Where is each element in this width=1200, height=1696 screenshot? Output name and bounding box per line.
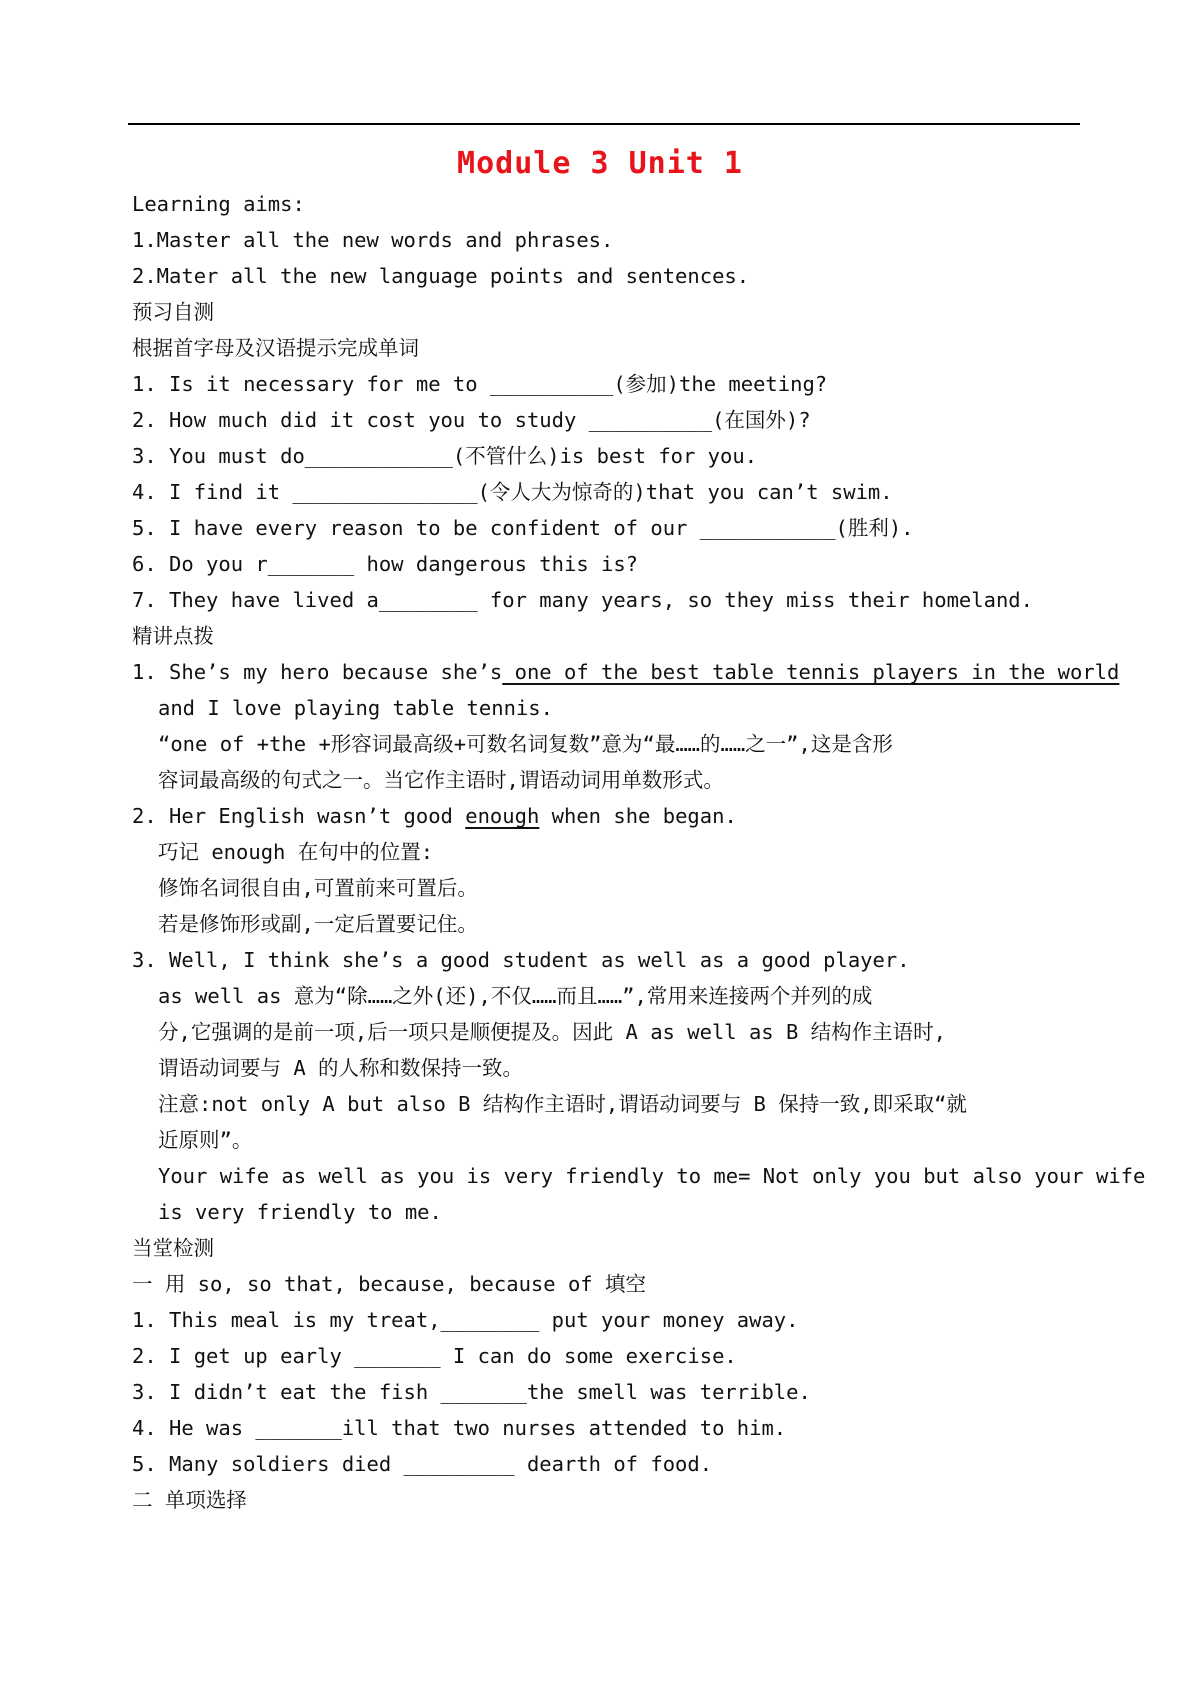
check-item: 3. I didn’t eat the fish _______the smell was terrible.	[132, 1380, 811, 1404]
preview-heading: 预习自测	[132, 300, 214, 324]
preview-instruction: 根据首字母及汉语提示完成单词	[132, 336, 419, 360]
point-1-underlined: one of the best table tennis players in the world	[502, 660, 1120, 684]
preview-item: 5. I have every reason to be confident of our ___________(胜利).	[132, 516, 914, 540]
point-3-note: 分,它强调的是前一项,后一项只是顺便提及。因此 A as well as B 结构作主语时,	[158, 1020, 946, 1044]
preview-item: 6. Do you r_______ how dangerous this is?	[132, 552, 639, 576]
aim-item: 1.Master all the new words and phrases.	[132, 228, 614, 252]
check-item: 5. Many soldiers died _________ dearth of food.	[132, 1452, 713, 1476]
aim-item: 2.Mater all the new language points and sentences.	[132, 264, 750, 288]
preview-item: 1. Is it necessary for me to __________(参加)the meeting?	[132, 372, 828, 396]
point-1-text: 1. She’s my hero because she’s	[132, 660, 503, 684]
point-2-note: 若是修饰形或副,一定后置要记住。	[158, 912, 478, 936]
point-3-example: is very friendly to me.	[158, 1200, 442, 1224]
check-section-2: 二 单项选择	[132, 1488, 247, 1512]
point-3-note: 注意:not only A but also B 结构作主语时,谓语动词要与 B 保持一致,即采取“就	[158, 1092, 967, 1116]
check-section-1: 一 用 so, so that, because, because of 填空	[132, 1272, 646, 1296]
point-2-note: 巧记 enough 在句中的位置:	[158, 840, 434, 864]
point-1-note: “one of +the +形容词最高级+可数名词复数”意为“最……的……之一”,这是含形	[158, 732, 893, 756]
point-3-note: 近原则”。	[158, 1128, 253, 1152]
point-3-note: as well as 意为“除……之外(还),不仅……而且……”,常用来连接两个并列的成	[158, 984, 873, 1008]
point-3-note: 谓语动词要与 A 的人称和数保持一致。	[158, 1056, 524, 1080]
check-item: 1. This meal is my treat,________ put your money away.	[132, 1308, 799, 1332]
explain-point-3: 3. Well, I think she’s a good student as well as a good player.	[132, 948, 910, 972]
point-2-note: 修饰名词很自由,可置前来可置后。	[158, 876, 478, 900]
point-3-example: Your wife as well as you is very friendly to me= Not only you but also your wife	[158, 1164, 1146, 1188]
point-1-note: 容词最高级的句式之一。当它作主语时,谓语动词用单数形式。	[158, 768, 724, 792]
page-title: Module 3 Unit 1	[457, 146, 743, 181]
check-heading: 当堂检测	[132, 1236, 214, 1260]
explain-point-2	[132, 798, 737, 834]
aims-heading: Learning aims:	[132, 192, 305, 216]
top-rule	[128, 123, 1080, 125]
point-2-text-end: when she began.	[539, 804, 737, 828]
preview-item: 7. They have lived a________ for many years, so they miss their homeland.	[132, 588, 1033, 612]
preview-item: 2. How much did it cost you to study __________(在国外)?	[132, 408, 811, 432]
explain-heading: 精讲点拨	[132, 624, 214, 648]
preview-item: 4. I find it _______________(令人大为惊奇的)that you can’t swim.	[132, 480, 893, 504]
check-item: 2. I get up early _______ I can do some exercise.	[132, 1344, 737, 1368]
explain-point-1	[132, 654, 1119, 690]
preview-item: 3. You must do____________(不管什么)is best for you.	[132, 444, 758, 468]
check-item: 4. He was _______ill that two nurses attended to him.	[132, 1416, 787, 1440]
point-1-continuation: and I love playing table tennis.	[158, 696, 553, 720]
point-2-underlined: enough	[465, 804, 540, 828]
point-2-text: 2. Her English wasn’t good	[132, 804, 466, 828]
